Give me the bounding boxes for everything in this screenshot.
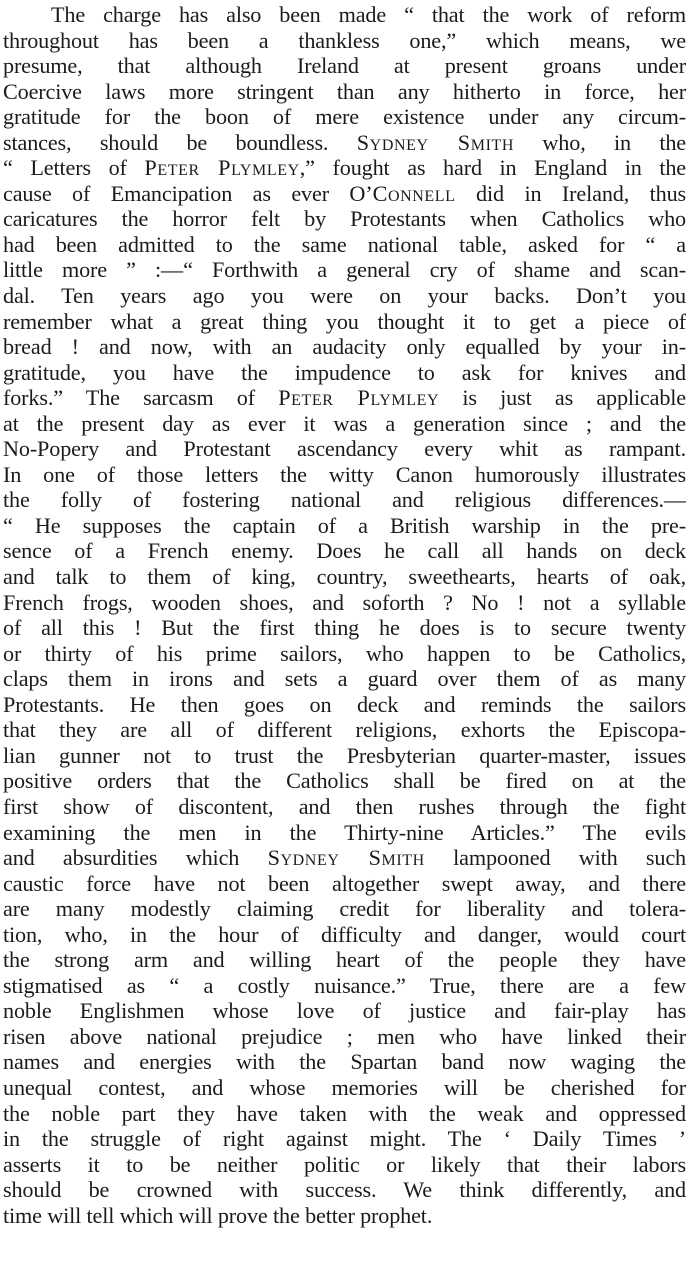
- text-run: gratitude for the boon of mere existence under any circum-: [3, 104, 686, 130]
- text-run: “ He supposes the captain of a British warship in the pre-: [3, 512, 686, 538]
- text-line: [3, 1101, 686, 1127]
- text-run: “ Letters of: [3, 155, 145, 181]
- text-line: [3, 2, 686, 28]
- proper-name: Peter Plymley: [278, 385, 440, 411]
- text-run: the strong arm and willing heart of the people they have: [3, 947, 686, 973]
- text-line: [3, 1152, 686, 1178]
- text-run: forks.” The sarcasm of: [3, 385, 279, 411]
- text-line: [3, 794, 686, 820]
- text-line: [3, 155, 686, 181]
- text-line: [3, 181, 686, 207]
- text-line: [3, 590, 686, 616]
- text-line: [3, 947, 686, 973]
- text-run: at the present day as ever it was a generation since ; and the: [3, 410, 686, 436]
- text-line: [3, 1126, 686, 1152]
- text-run: throughout has been a thankless one,” which means, we: [3, 27, 686, 53]
- text-line: [3, 385, 686, 411]
- text-line: [3, 283, 686, 309]
- proper-name: Sydney Smith: [356, 129, 515, 155]
- text-run: bread ! and now, with an audacity only equalled by your in-: [3, 334, 686, 360]
- text-run: In one of those letters the witty Canon humorously illustrates: [3, 461, 686, 487]
- text-line: [3, 998, 686, 1024]
- text-line: [3, 717, 686, 743]
- text-run: and absurdities which: [3, 845, 268, 871]
- text-line: [3, 666, 686, 692]
- text-run: lian gunner not to trust the Presbyterian quarter-master, issues: [3, 742, 686, 768]
- text-line: [3, 436, 686, 462]
- text-line: [3, 743, 686, 769]
- text-line: [3, 411, 686, 437]
- text-line: [3, 28, 686, 54]
- text-run: caricatures the horror felt by Protestants when Catholics who: [3, 206, 686, 232]
- text-run: stances, should be boundless.: [3, 129, 357, 155]
- text-run: dal. Ten years ago you were on your backs. Don’t you: [3, 283, 686, 309]
- text-line: [3, 53, 686, 79]
- text-run: claps them in irons and sets a guard over them of as many: [3, 666, 686, 692]
- text-line: [3, 130, 686, 156]
- text-run: who, in the: [514, 129, 686, 155]
- proper-name: Sydney Smith: [267, 845, 425, 871]
- text-line: [3, 641, 686, 667]
- text-run: and talk to them of king, country, sweethearts, hearts of oak,: [3, 564, 686, 590]
- text-run: caustic force have not been altogether swept away, and there: [3, 870, 686, 896]
- text-run: are many modestly claiming credit for liberality and tolera-: [3, 896, 686, 922]
- text-line: [3, 922, 686, 948]
- text-run: unequal contest, and whose memories will be cherished for: [3, 1074, 686, 1100]
- text-line: [3, 820, 686, 846]
- text-run: should be crowned with success. We think differently, and: [3, 1177, 686, 1203]
- text-run: names and energies with the Spartan band now waging the: [3, 1049, 686, 1075]
- text-line: [3, 768, 686, 794]
- text-line: [3, 513, 686, 539]
- text-run: the folly of fostering national and religious differences.—: [3, 487, 686, 513]
- text-line: [3, 257, 686, 283]
- text-run: first show of discontent, and then rushes through the fight: [3, 793, 686, 819]
- text-run: time will tell which will prove the better prophet.: [3, 1202, 433, 1228]
- text-run: in the struggle of right against might. The ‘ Daily Times ’: [3, 1126, 686, 1152]
- text-line: [3, 1075, 686, 1101]
- text-line: [3, 871, 686, 897]
- text-line: [3, 462, 686, 488]
- text-run: Coercive laws more stringent than any hitherto in force, her: [3, 78, 686, 104]
- text-run: Protestants. He then goes on deck and reminds the sailors: [3, 691, 686, 717]
- text-run: ,” fought as hard in England in the: [299, 155, 686, 181]
- text-line: [3, 487, 686, 513]
- text-run: The charge has also been made “ that the work of reform: [51, 2, 686, 27]
- text-run: is just as applicable: [439, 385, 686, 411]
- text-line: [3, 615, 686, 641]
- text-line: [3, 360, 686, 386]
- text-line: [3, 104, 686, 130]
- text-line: [3, 973, 686, 999]
- text-run: presume, that although Ireland at present groans under: [3, 53, 686, 79]
- text-run: French frogs, wooden shoes, and soforth ? No ! not a syllable: [3, 589, 686, 615]
- text-run: the noble part they have taken with the weak and oppressed: [3, 1100, 686, 1126]
- text-run: stigmatised as “ a costly nuisance.” True, there are a few: [3, 972, 686, 998]
- text-run: No-Popery and Protestant ascendancy every whit as rampant.: [3, 436, 686, 462]
- text-line: [3, 232, 686, 258]
- text-line: [3, 1203, 686, 1229]
- text-run: lampooned with such: [424, 845, 686, 871]
- text-line: [3, 845, 686, 871]
- proper-name: Peter Plymley: [144, 155, 300, 181]
- text-line: [3, 692, 686, 718]
- text-line: [3, 334, 686, 360]
- text-run: cause of Emancipation as ever O’: [3, 180, 373, 206]
- text-line: [3, 1177, 686, 1203]
- text-run: little more ” :—“ Forthwith a general cry of shame and scan-: [3, 257, 686, 283]
- article-column: [3, 2, 686, 1228]
- text-run: sence of a French enemy. Does he call all hands on deck: [3, 538, 686, 564]
- text-run: noble Englishmen whose love of justice and fair-play has: [3, 998, 686, 1024]
- text-run: did in Ireland, thus: [455, 180, 686, 206]
- text-run: examining the men in the Thirty-nine Articles.” The evils: [3, 819, 686, 845]
- text-line: [3, 896, 686, 922]
- text-line: [3, 309, 686, 335]
- text-line: [3, 206, 686, 232]
- text-line: [3, 564, 686, 590]
- text-line: [3, 538, 686, 564]
- text-line: [3, 1024, 686, 1050]
- text-run: remember what a great thing you thought it to get a piece of: [3, 308, 686, 334]
- text-run: gratitude, you have the impudence to ask for knives and: [3, 359, 686, 385]
- text-run: that they are all of different religions, exhorts the Episcopa-: [3, 717, 686, 743]
- text-run: of all this ! But the first thing he does is to secure twenty: [3, 615, 686, 641]
- text-run: tion, who, in the hour of difficulty and danger, would court: [3, 921, 686, 947]
- text-run: or thirty of his prime sailors, who happen to be Catholics,: [3, 640, 686, 666]
- text-line: [3, 79, 686, 105]
- text-run: had been admitted to the same national table, asked for “ a: [3, 231, 686, 257]
- text-line: [3, 1049, 686, 1075]
- text-run: risen above national prejudice ; men who have linked their: [3, 1023, 686, 1049]
- proper-name: Connell: [372, 180, 456, 206]
- text-run: asserts it to be neither politic or likely that their labors: [3, 1151, 686, 1177]
- text-run: positive orders that the Catholics shall be fired on at the: [3, 768, 686, 794]
